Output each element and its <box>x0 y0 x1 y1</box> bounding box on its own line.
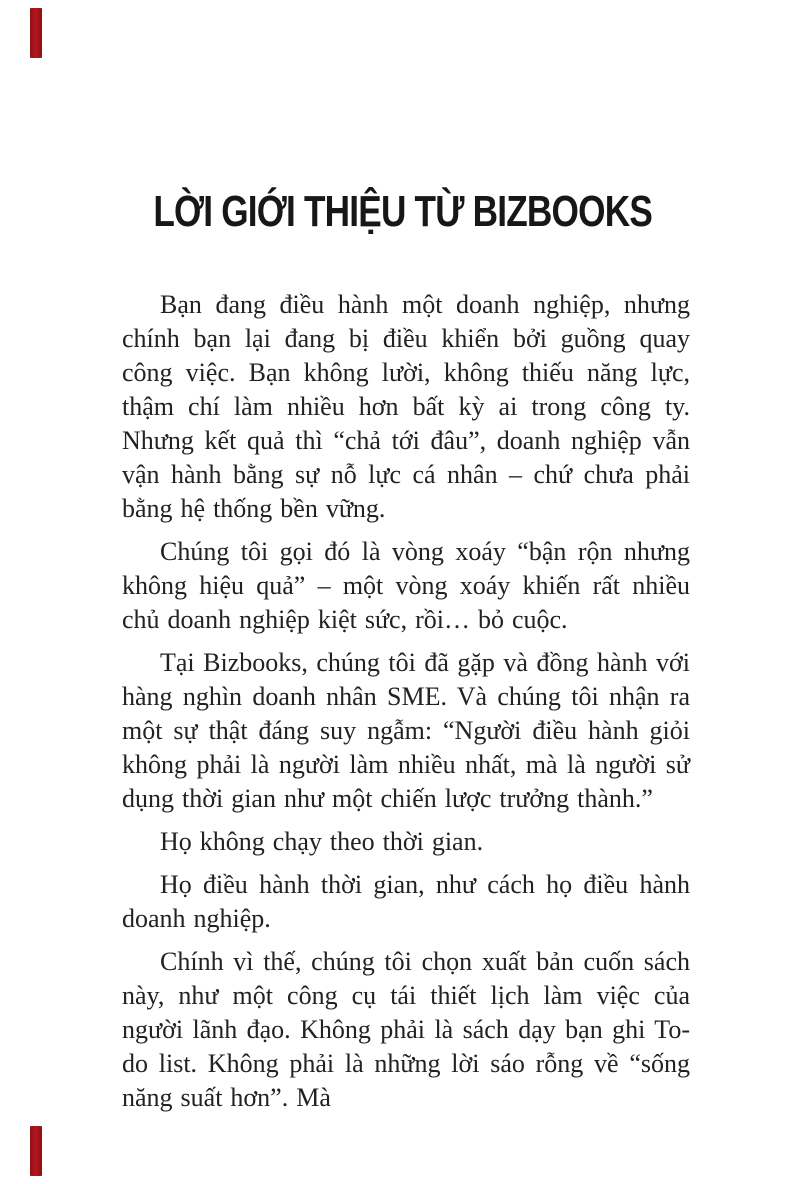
paragraph: Họ điều hành thời gian, như cách họ điều hành doanh nghiệp. <box>122 870 690 933</box>
paragraph: Tại Bizbooks, chúng tôi đã gặp và đồng hành với hàng nghìn doanh nhân SME. Và chúng tôi nhận ra một sự thật đáng suy ngẫm: “Người điều hành giỏi không phải là người làm nhiều nhất, mà là người sử dụng thời gian như một chiến lược trưởng thành.” <box>122 648 690 813</box>
paragraph: Chính vì thế, chúng tôi chọn xuất bản cuốn sách này, như một công cụ tái thiết lịch làm việc của người lãnh đạo. Không phải là sách dạy bạn ghi To-do list. Không phải là những lời sáo rỗng về “sống năng suất hơn”. Mà <box>122 947 690 1112</box>
paragraph: Chúng tôi gọi đó là vòng xoáy “bận rộn nhưng không hiệu quả” – một vòng xoáy khiến rất nhiều chủ doanh nghiệp kiệt sức, rồi… bỏ cuộc. <box>122 537 690 634</box>
paragraph: Bạn đang điều hành một doanh nghiệp, nhưng chính bạn lại đang bị điều khiển bởi guồng quay công việc. Bạn không lười, không thiếu năng lực, thậm chí làm nhiều hơn bất kỳ ai trong công ty. Nhưng kết quả thì “chả tới đâu”, doanh nghiệp vẫn vận hành bằng sự nỗ lực cá nhân – chứ chưa phải bằng hệ thống bền vững. <box>122 290 690 523</box>
chapter-title-row <box>0 188 805 236</box>
paragraph: Họ không chạy theo thời gian. <box>160 827 484 856</box>
body-text <box>122 288 690 1124</box>
page-edge-mark-top <box>30 8 42 58</box>
page-title: LỜI GIỚI THIỆU TỪ BIZBOOKS <box>153 187 652 236</box>
page-edge-mark-bottom <box>30 1126 42 1176</box>
